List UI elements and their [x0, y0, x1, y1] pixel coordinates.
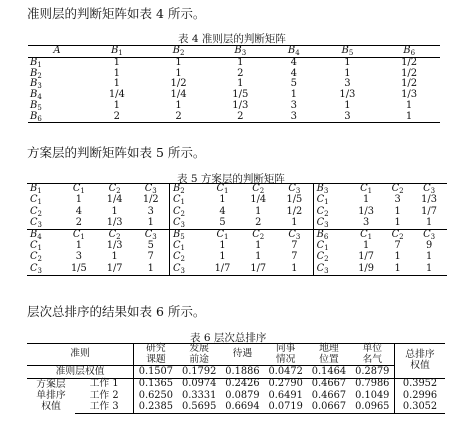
- table5-cell: 1: [394, 205, 401, 217]
- table5-block-head: $B_5$: [169, 229, 204, 241]
- table5-row-header: $C_2$: [30, 251, 42, 264]
- table5-row-header: $C_1$: [169, 195, 204, 206]
- table6-col-header: 研究 课题: [134, 344, 178, 366]
- table6-cell: 0.0965: [351, 402, 395, 414]
- table6-cell: 0.0667: [307, 402, 350, 414]
- table5-col-header: $C_1$: [205, 229, 241, 241]
- table6-col-header: 单位 名气: [351, 344, 395, 366]
- table4-row-header: $B_3$: [30, 78, 42, 91]
- table5-cell: 1: [255, 240, 262, 252]
- table5-cell: 1: [394, 216, 401, 228]
- table6-header-row: [27, 344, 445, 366]
- table5-cell: 7: [291, 240, 298, 252]
- table6-col-header: 待遇: [221, 344, 264, 366]
- table5-cell: 1/5: [61, 263, 97, 275]
- table4-cell: 1/2: [401, 67, 418, 79]
- table5-cell: 4: [75, 205, 82, 217]
- table5-cell: 1: [394, 251, 401, 263]
- table4-cell: 2: [209, 112, 271, 123]
- table6-weight-cell: 0.0472: [264, 366, 307, 379]
- table5-cell: 1/4: [250, 194, 267, 206]
- table4-cell: 1: [344, 57, 351, 68]
- table6-criteria-label: 准则: [27, 344, 134, 366]
- table6-col-header: 地理 位置: [307, 344, 350, 366]
- table4-cell: 4: [290, 57, 298, 68]
- table5-row-header: $C_2$: [313, 206, 348, 217]
- table5-cell: 5: [147, 240, 154, 252]
- table5-col-header: $C_3$: [276, 184, 313, 196]
- table6-cell: 0.5695: [178, 402, 221, 414]
- table6-total-ranking: [27, 343, 445, 414]
- table4-cell: 4: [290, 67, 298, 79]
- table6-cell: 0.6694: [221, 402, 264, 414]
- table5-col-header: $C_2$: [97, 229, 133, 241]
- table4-cell: 1/3: [401, 89, 418, 101]
- table4-cell: 2: [148, 112, 210, 123]
- table5-row-header: $C_1$: [313, 195, 348, 206]
- table4-row-header: $B_2$: [30, 67, 42, 80]
- table5-col-header: $C_1$: [61, 229, 97, 241]
- table5-cell: 1: [362, 240, 370, 252]
- table6-row-name: 工作 1: [75, 378, 134, 390]
- paragraph-table5-intro: 方案层的判断矩阵如表 5 所示。: [27, 145, 206, 160]
- table4-cell: 1/2: [401, 78, 418, 90]
- table4-col-header: $B_3$: [209, 46, 271, 58]
- table5-row-header: $C_3$: [169, 263, 204, 275]
- table4-row-header: $B_1$: [30, 57, 42, 69]
- table5-row: [27, 206, 447, 217]
- table4-cell: 1/4: [170, 89, 187, 101]
- table4-cell: 1: [344, 99, 351, 111]
- table4-row-header: $B_6$: [28, 112, 86, 123]
- table5-cell: 1: [291, 216, 298, 228]
- table5-block-header-row: [27, 184, 447, 196]
- table6-cell: 0.6250: [138, 389, 173, 401]
- table5-cell: 1/9: [348, 263, 384, 275]
- table4-cell: 3: [317, 112, 379, 123]
- table6-cell: 0.2790: [264, 378, 307, 390]
- table5-row-header: $C_2$: [169, 252, 204, 263]
- table5-row-header: $C_2$: [313, 252, 348, 263]
- table6-col-header: 发展 前途: [178, 344, 221, 366]
- table5-row: [27, 263, 447, 275]
- table4-cell: 1: [405, 99, 413, 111]
- table5-cell: 1: [133, 263, 170, 275]
- table5-row-header: $C_1$: [30, 240, 42, 253]
- table5-cell: 1/2: [142, 194, 159, 206]
- table5-block-head: $B_4$: [27, 229, 61, 241]
- table4-header-row: [28, 46, 440, 58]
- table6-cell: 0.4667: [311, 389, 347, 401]
- table5-cell: 7: [147, 251, 154, 263]
- table5-cell: 1/3: [106, 240, 123, 252]
- table5-cell: 1/7: [97, 263, 133, 275]
- table5-cell: 1/2: [286, 205, 303, 217]
- table4-cell: 1: [175, 67, 182, 79]
- table4-caption: 表 4 准则层的判断矩阵: [178, 33, 286, 45]
- table4-cell: 1/4: [108, 89, 125, 101]
- table5-cell: 1/4: [106, 194, 123, 206]
- table4-cell: 2: [86, 112, 148, 123]
- table5-col-header: $C_2$: [97, 184, 133, 196]
- table5-row: [27, 252, 447, 263]
- table5-row-header: $C_2$: [169, 206, 204, 217]
- table5-cell: 1/7: [421, 205, 437, 217]
- table5-col-header: $C_2$: [240, 229, 276, 241]
- table5-cell: 3: [75, 251, 82, 263]
- table5-row-header: $C_3$: [30, 216, 42, 229]
- table5-col-header: $C_1$: [348, 229, 384, 241]
- table5-col-header: $C_2$: [240, 184, 276, 196]
- table6-weight-cell: 0.1464: [307, 366, 350, 379]
- paragraph-table4-intro: 准则层的判断矩阵如表 4 所示。: [27, 6, 206, 21]
- table5-cell: 1/3: [106, 216, 123, 228]
- table5-cell: 4: [219, 205, 226, 217]
- table4-cell: 1: [378, 112, 440, 123]
- table5-cell: 1: [425, 251, 433, 263]
- table4-cell: 1: [290, 89, 298, 101]
- table5-cell: 5: [219, 216, 226, 228]
- table5-cell: 1: [219, 240, 226, 252]
- table5-row-header: $C_3$: [313, 263, 348, 275]
- table5-cell: 1/7: [205, 263, 241, 275]
- table5-cell: 2: [255, 216, 262, 228]
- table5-row-header: $C_3$: [169, 218, 204, 230]
- table5-col-header: $C_2$: [384, 184, 411, 196]
- table5-row: [27, 241, 447, 252]
- table6-cell: 0.0879: [225, 389, 260, 401]
- table4-cell: 3: [344, 78, 351, 90]
- table5-col-header: $C_1$: [205, 184, 241, 196]
- table5-block-head: $B_3$: [313, 184, 348, 196]
- table5-cell: 3: [362, 216, 370, 228]
- table4-row-header: $B_5$: [30, 99, 42, 112]
- table5-row-header: $C_1$: [30, 194, 42, 207]
- table5-cell: 1: [255, 205, 262, 217]
- table6-group-label: 方案层 单排序 权值: [27, 378, 75, 414]
- table4-cell: 1: [344, 67, 351, 79]
- table5-cell: 1: [75, 240, 82, 252]
- table6-total-header: 总排序 权值: [395, 344, 446, 379]
- table6-cell: 0.0974: [178, 378, 221, 390]
- table5-row-header: $C_3$: [313, 218, 348, 230]
- table5-row-header: $C_1$: [313, 241, 348, 252]
- table4-cell: 1/3: [339, 89, 356, 101]
- table4-cell: 5: [290, 78, 298, 90]
- table6-cell: 0.1049: [355, 389, 390, 401]
- table5-cell: 7: [394, 240, 401, 252]
- table5-row-header: $C_2$: [30, 205, 42, 218]
- table5-cell: 1: [219, 251, 226, 263]
- table5-row: [27, 218, 447, 230]
- table4-row: [28, 69, 440, 80]
- table5-col-header: $C_3$: [133, 184, 170, 196]
- table4-cell: 1: [113, 57, 121, 68]
- table5-col-header: $C_3$: [411, 229, 447, 241]
- table4-cell: 1: [175, 57, 182, 68]
- table5-cell: 1: [111, 251, 118, 263]
- table5-cell: 1: [384, 263, 411, 275]
- table5-cell: 1: [147, 216, 154, 228]
- table6-weight-cell: 0.1792: [178, 366, 221, 379]
- table6-cell: 0.3331: [182, 389, 217, 401]
- table5-cell: 1/7: [358, 251, 374, 263]
- table6-weight-cell: 0.1507: [134, 366, 178, 379]
- table4-cell: 1/2: [401, 57, 418, 68]
- table4-cell: 1/5: [232, 89, 249, 101]
- table5-cell: 1: [75, 194, 82, 206]
- table5-col-header: $C_1$: [348, 184, 384, 196]
- table4-col-header: $B_1$: [86, 46, 148, 58]
- table4-cell: 1: [237, 78, 244, 90]
- table4-col-header: $B_5$: [317, 46, 379, 58]
- table5-cell: 9: [425, 240, 433, 252]
- table5-block-head: $B_2$: [169, 184, 204, 196]
- table6-cell: 0.2426: [221, 378, 264, 390]
- table4-cell: 1: [237, 57, 244, 68]
- table6-cell: 0.1365: [134, 378, 178, 390]
- table6-cell: 0.7986: [351, 378, 395, 390]
- table4-cell: 1/3: [232, 99, 249, 111]
- table5-col-header: $C_3$: [411, 184, 447, 196]
- table4-row: [28, 101, 440, 112]
- table4-cell: 3: [271, 112, 316, 123]
- table5-cell: 1: [276, 263, 313, 275]
- table5-col-header: $C_1$: [61, 184, 97, 196]
- table5-cell: 2: [75, 216, 82, 228]
- table4-row: [28, 58, 440, 69]
- table6-row-name: 工作 3: [75, 402, 134, 414]
- table6-weight-cell: 0.2879: [351, 366, 395, 379]
- table5-cell: 7: [291, 251, 298, 263]
- table4-cell: 1: [113, 99, 121, 111]
- table5-row: [27, 195, 447, 206]
- table5-cell: 1/3: [358, 205, 374, 217]
- table6-cell: 0.6491: [268, 389, 303, 401]
- table6-row: [27, 378, 445, 390]
- table6-cell: 0.2385: [134, 402, 178, 414]
- table6-cell: 0.0719: [264, 402, 307, 414]
- table4-criteria-matrix: [28, 45, 440, 123]
- table6-weight-cell: 0.1886: [221, 366, 264, 379]
- table5-cell: 3: [394, 194, 401, 206]
- table5-cell: 1: [425, 216, 433, 228]
- table5-block-head: $B_6$: [313, 229, 348, 241]
- table6-total-cell: 0.3952: [395, 378, 446, 390]
- table4-cell: 1/2: [170, 78, 187, 90]
- table5-cell: 1/3: [421, 194, 437, 206]
- table4-cell: 1: [113, 78, 121, 90]
- table6-weight-label: 准则层权值: [27, 366, 134, 379]
- table4-row-header: $B_4$: [30, 89, 42, 102]
- table6-total-cell: 0.3052: [395, 402, 446, 414]
- table5-cell: 1: [111, 205, 118, 217]
- table5-cell: 1: [255, 251, 262, 263]
- table4-cell: 1: [113, 67, 121, 79]
- table4-col-header: $B_2$: [148, 46, 210, 58]
- table4-col-header: $B_4$: [271, 46, 316, 58]
- table6-row: [27, 402, 445, 414]
- table4-cell: 3: [290, 99, 298, 111]
- table6-col-header: 同事 情况: [264, 344, 307, 366]
- table6-cell: 0.4667: [307, 378, 350, 390]
- table4-corner: A: [28, 46, 86, 58]
- table6-caption: 表 6 层次总排序: [190, 332, 267, 344]
- table5-row-header: $C_3$: [27, 263, 61, 275]
- table4-row: [28, 112, 440, 123]
- table4-cell: 2: [237, 67, 244, 79]
- table5-caption: 表 5 方案层的判断矩阵: [177, 173, 285, 185]
- table5-cell: 3: [147, 205, 154, 217]
- table5-cell: 1/7: [240, 263, 276, 275]
- table6-row-name: 工作 2: [75, 390, 134, 402]
- table5-cell: 1: [411, 263, 447, 275]
- paragraph-table6-intro: 层次总排序的结果如表 6 所示。: [27, 304, 206, 319]
- table5-col-header: $C_3$: [133, 229, 170, 241]
- table4-cell: 1: [175, 99, 182, 111]
- table5-row-header: $C_1$: [169, 241, 204, 252]
- table6-total-cell: 0.2996: [395, 390, 446, 402]
- table5-block-header-row: [27, 229, 447, 241]
- table6-weight-row: [27, 366, 445, 379]
- table5-cell: 1/5: [286, 194, 303, 206]
- table5-scheme-matrix: [27, 183, 447, 276]
- table5-col-header: $C_3$: [276, 229, 313, 241]
- table5-block-head: $B_1$: [27, 184, 61, 196]
- table5-cell: 1: [362, 194, 370, 206]
- table5-cell: 1: [219, 194, 226, 206]
- table4-col-header: $B_6$: [378, 46, 440, 58]
- table5-col-header: $C_2$: [384, 229, 411, 241]
